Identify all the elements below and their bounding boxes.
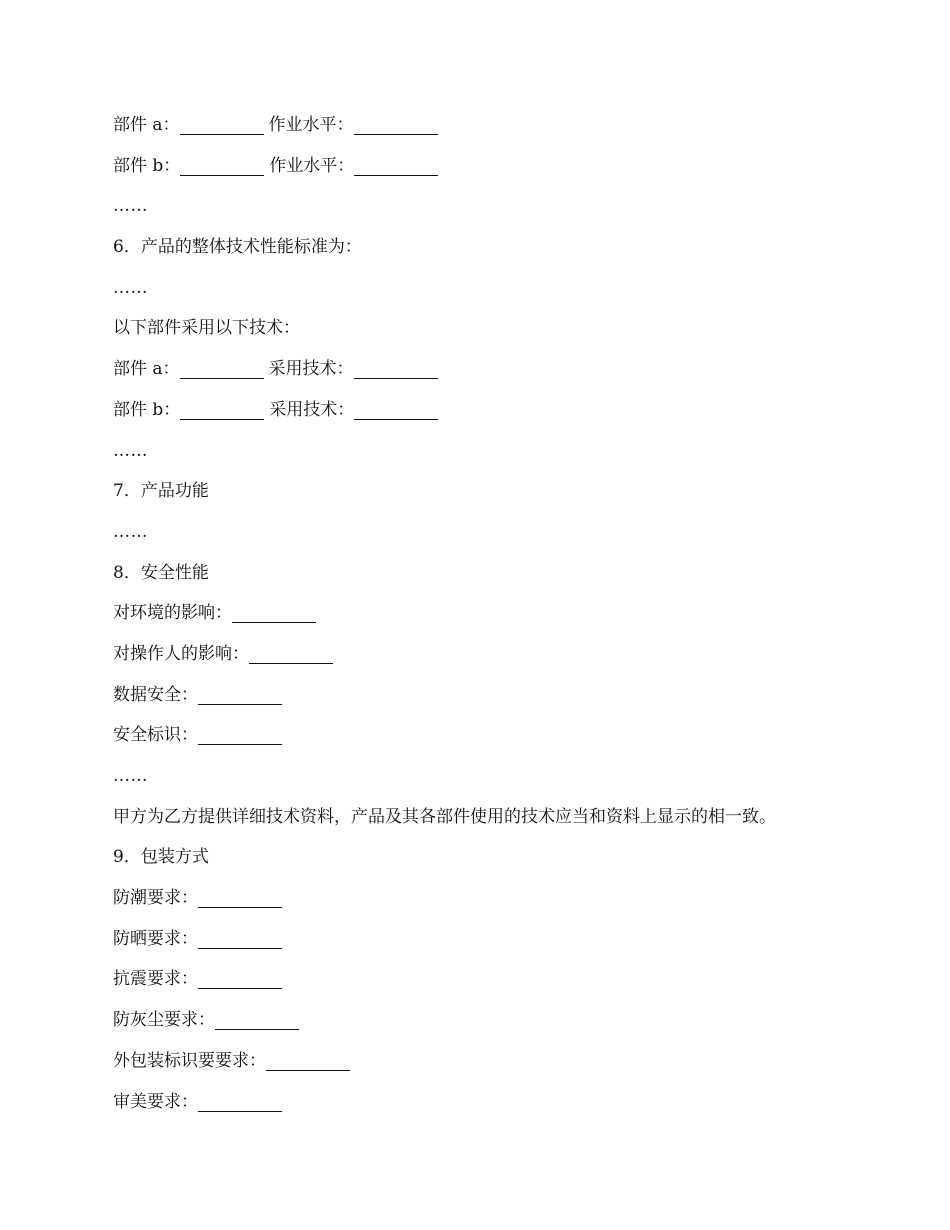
field-label: 安全标识：	[113, 725, 198, 746]
field-label: 对操作人的影响：	[113, 643, 249, 664]
document-page	[113, 109, 893, 1126]
fill-in-blank	[198, 968, 282, 989]
section-8-heading: 8．安全性能	[113, 562, 209, 583]
field-label: 防晒要求：	[113, 928, 198, 949]
fill-in-blank	[180, 358, 264, 379]
fill-in-blank	[198, 724, 282, 745]
field-label: 对环境的影响：	[113, 603, 232, 624]
component-label: 部件 b：	[113, 155, 181, 176]
ellipsis: ……	[113, 440, 148, 461]
fill-in-blank	[354, 114, 438, 135]
ellipsis: ……	[113, 521, 148, 542]
field-label: 审美要求：	[113, 1091, 198, 1112]
section-7-heading: 7．产品功能	[113, 481, 209, 502]
fill-in-blank	[198, 1091, 282, 1112]
fill-in-blank	[249, 643, 333, 664]
technical-docs-paragraph: 甲方为乙方提供详细技术资料，产品及其各部件使用的技术应当和资料上显示的相一致。	[113, 806, 776, 827]
data-security-field	[113, 679, 893, 720]
ellipsis: ……	[113, 196, 148, 217]
performance-label: 作业水平：	[269, 155, 355, 176]
field-label: 外包装标识要要求：	[113, 1050, 266, 1071]
component-a-tech-line	[113, 353, 893, 394]
component-label: 部件 b：	[113, 399, 181, 420]
fill-in-blank	[180, 399, 264, 420]
aesthetic-field	[113, 1086, 893, 1127]
component-label: 部件 a：	[113, 115, 180, 135]
section-9-heading: 9．包装方式	[113, 847, 209, 868]
ellipsis: ……	[113, 766, 148, 786]
fill-in-blank	[266, 1050, 350, 1071]
fill-in-blank	[232, 602, 316, 623]
fill-in-blank	[215, 1009, 299, 1030]
environment-impact-field	[113, 597, 893, 638]
fill-in-blank	[198, 887, 282, 908]
safety-label-field	[113, 719, 893, 760]
fill-in-blank	[354, 399, 438, 420]
component-b-performance-line	[113, 150, 893, 191]
tech-label: 采用技术：	[269, 399, 355, 420]
sun-proof-field	[113, 923, 893, 964]
section-6-heading: 6．产品的整体技术性能标准为：	[113, 237, 362, 258]
dustproof-field	[113, 1004, 893, 1045]
moisture-proof-field	[113, 882, 893, 923]
outer-packaging-label-field	[113, 1045, 893, 1086]
fill-in-blank	[198, 928, 282, 949]
field-label: 抗震要求：	[113, 969, 198, 990]
fill-in-blank	[198, 684, 282, 705]
component-label: 部件 a：	[113, 359, 180, 380]
component-a-performance-line	[113, 109, 893, 150]
operator-impact-field	[113, 638, 893, 679]
components-tech-intro: 以下部件采用以下技术：	[113, 318, 300, 339]
ellipsis: ……	[113, 277, 148, 298]
fill-in-blank	[180, 155, 264, 176]
performance-label: 作业水平：	[268, 115, 354, 135]
field-label: 防潮要求：	[113, 888, 198, 909]
fill-in-blank	[180, 114, 264, 135]
fill-in-blank	[354, 358, 438, 379]
shockproof-field	[113, 963, 893, 1004]
fill-in-blank	[354, 155, 438, 176]
field-label: 防灰尘要求：	[113, 1010, 215, 1031]
field-label: 数据安全：	[113, 684, 198, 705]
tech-label: 采用技术：	[268, 359, 354, 380]
component-b-tech-line	[113, 394, 893, 435]
